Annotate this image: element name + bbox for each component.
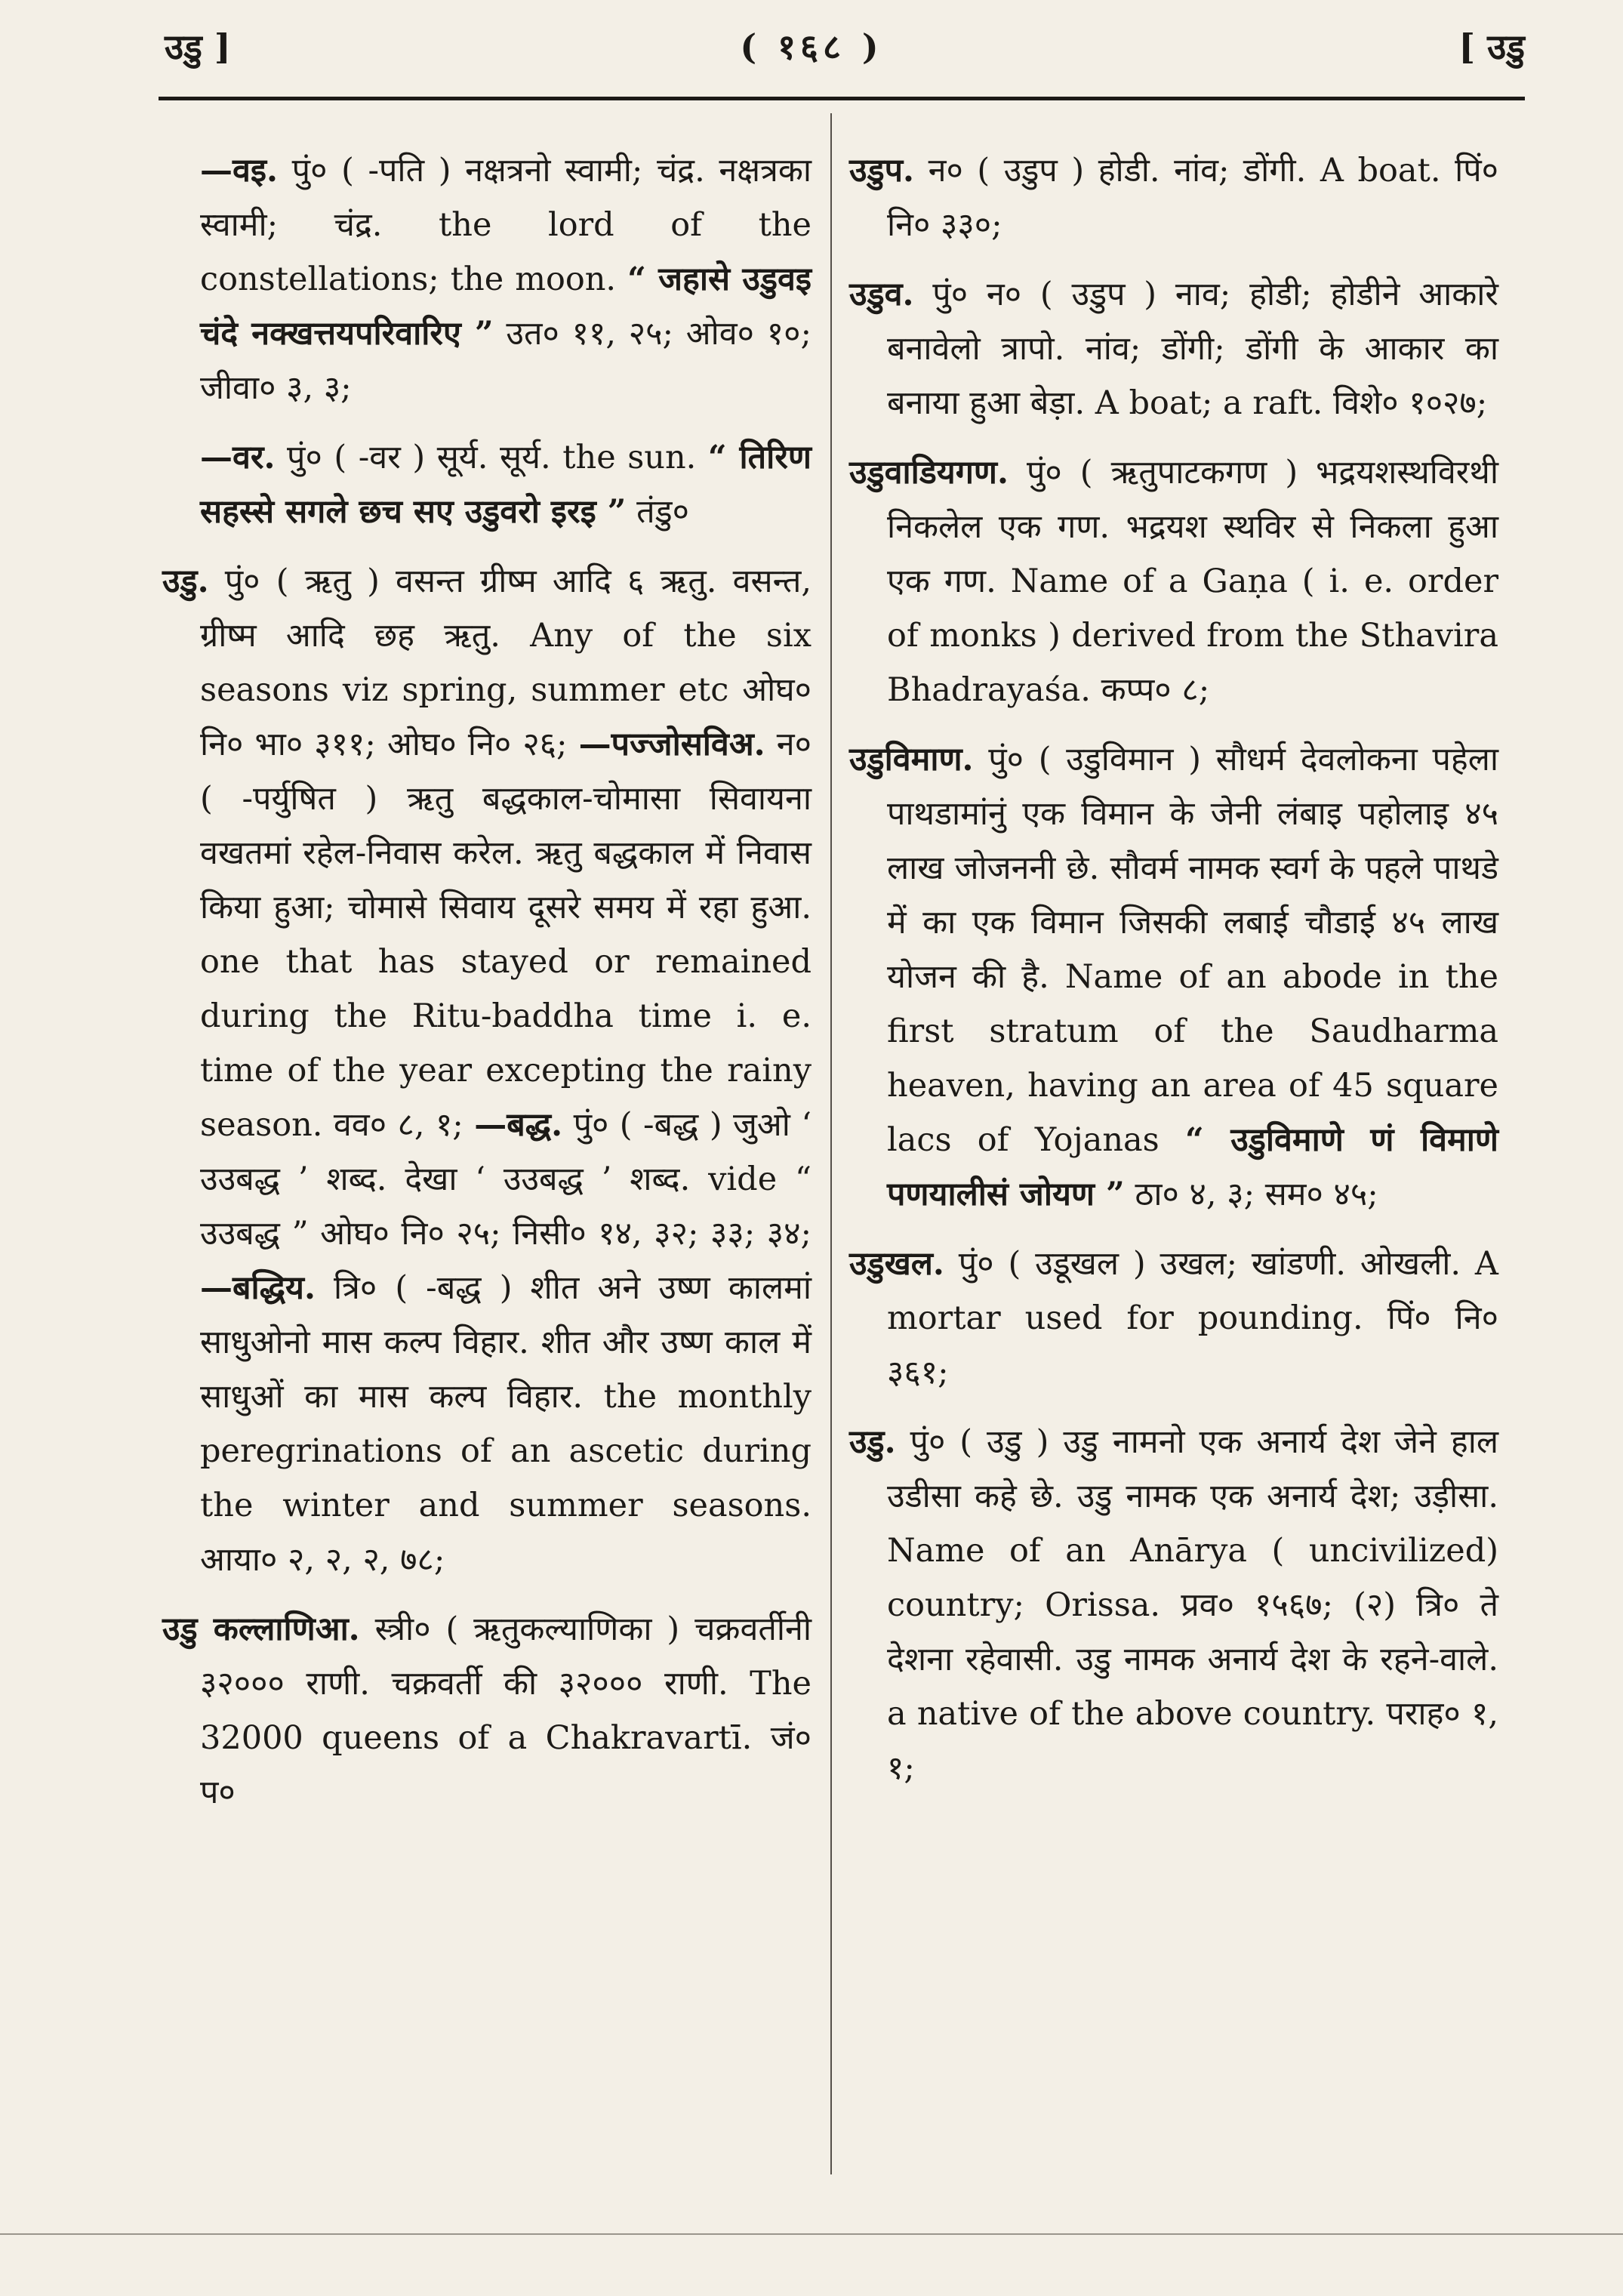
headword: उडु. <box>162 562 209 600</box>
footer-rule <box>0 2233 1623 2235</box>
running-head-right: [ उडु <box>1458 26 1525 67</box>
header-rule <box>159 97 1525 100</box>
entry-text: पुं० ( ऋतु ) वसन्त ग्रीष्म आदि ६ ऋतु. वसन्त, ग्रीष्म आदि छह ऋतु. Any of the six seasons viz spring, summer etc ओघ० नि० भा० ३११; ओघ० नि० २६; <box>200 562 812 763</box>
entry-text: पुं० ( उडुविमान ) सौधर्म देवलोकना पहेला पाथडामांनुं एक विमान के जेनी लंबाइ पहोलाइ ४५ लाख जोजननी छे. सौवर्म नामक स्वर्ग के पहले पाथडे में का एक विमान जिसकी लबाई चौडाई ४५ लाख योजन की है. Name of an abode in the first stratum of the Saudharma heaven, having an area of 45 square lacs of Yojanas <box>887 741 1499 1159</box>
headword: उडु कल्लाणिआ. <box>162 1610 360 1648</box>
sub-headword: —पज्जोसविअ. <box>578 726 765 763</box>
headword: उडु. <box>849 1423 896 1461</box>
entry-reference: उत० ११, २५; ओव० १०; जीवा० ३, ३; <box>200 315 812 407</box>
sub-headword: —बद्ध. <box>474 1106 563 1144</box>
sub-headword: —वर. <box>200 439 276 476</box>
entry-text: पुं० न० ( उडुप ) नाव; होडी; होडीने आकारे बनावेलो त्रापो. नांव; डोंगी; डोंगी के आकार का बनाया हुआ बेड़ा. A boat; a raft. विशे० १०२७; <box>887 276 1499 422</box>
entry-reference: तंडु० <box>636 493 689 531</box>
dictionary-entry <box>162 143 812 415</box>
dictionary-entry <box>162 1602 812 1820</box>
entry-text: न० ( -पर्युषित ) ऋतु बद्धकाल-चोमासा सिवायना वखतमां रहेल-निवास करेल. ऋतु बद्धकाल में निवास किया हुआ; चोमासे सिवाय दूसरे समय में रहा हुआ. one that has stayed or remained during the Ritu-baddha time i. e. time of the year excepting the rainy season. वव० ८, १; <box>200 726 812 1144</box>
entry-quote: “ तिरिण सहस्से सगले छच सए उडुवरो इरइ ” <box>200 439 812 531</box>
entry-text: पुं० ( ऋतुपाटकगण ) भद्रयशस्थविरथी निकलेल एक गण. भद्रयश स्थविर से निकला हुआ एक गण. Name of a Gaṇa ( i. e. order of monks ) derived from the Sthavira Bhadrayaśa. कप्प० ८; <box>887 454 1498 709</box>
headword: उडुखल. <box>849 1245 944 1283</box>
dictionary-entry <box>849 445 1498 717</box>
running-head-left: उडु ] <box>165 26 231 67</box>
dictionary-entry <box>849 143 1498 252</box>
entry-text: पुं० ( उडूखल ) उखल; खांडणी. ओखली. A mortar used for pounding. पिं० नि० ३६१; <box>887 1245 1498 1391</box>
dictionary-entry <box>162 554 812 1587</box>
dictionary-entry <box>162 430 812 539</box>
entry-text: न० ( उडुप ) होडी. नांव; डोंगी. A boat. पिं० नि० ३३०; <box>887 152 1499 244</box>
entry-text: स्त्री० ( ऋतुकल्याणिका ) चक्रवर्तीनी ३२००० राणी. चक्रवर्ती की ३२००० राणी. The 32000 queens of a Chakravartī. जं० प० <box>200 1610 812 1811</box>
entry-quote: “ जहासे उडुवइ चंदे नक्खत्तयपरिवारिए ” <box>200 260 812 353</box>
entry-quote: “ उडुविमाणे णं विमाणे पणयालीसं जोयण ” <box>887 1121 1498 1213</box>
left-column <box>162 143 812 1835</box>
dictionary-entry <box>849 1415 1498 1795</box>
dictionary-entry <box>849 267 1498 430</box>
entry-text: पुं० ( -वर ) सूर्य. सूर्य. the sun. <box>287 439 697 476</box>
entry-text: पुं० ( -बद्ध ) जुओ ‘ उउबद्ध ’ शब्द. देखा ‘ उउबद्ध ’ शब्द. vide “ उउबद्ध ” ओघ० नि० २५; निसी० १४, ३२; ३३; ३४; <box>200 1106 812 1253</box>
sub-headword: —बद्धिय. <box>200 1269 316 1307</box>
right-column <box>849 143 1498 1811</box>
entry-text: पुं० ( उडु ) उडु नामनो एक अनार्य देश जेने हाल उडीसा कहे छे. उडु नामक एक अनार्य देश; उड़ीसा. Name of an Anārya ( uncivilized) country; Orissa. प्रव० १५६७; (२) त्रि० ते देशना रहेवासी. उडु नामक अनार्य देश के रहने-वाले. a native of the above country. पराह० १, १; <box>887 1423 1498 1787</box>
column-divider <box>830 113 832 2174</box>
dictionary-entry <box>849 1237 1498 1400</box>
headword: उडुविमाण. <box>849 741 974 778</box>
headword: उडुवाडियगण. <box>849 454 1009 492</box>
entry-text: पुं० ( -पति ) नक्षत्रनो स्वामी; चंद्र. नक्षत्रका स्वामी; चंद्र. the lord of the constellations; the moon. <box>200 152 812 298</box>
entry-reference: ठा० ४, ३; सम० ४५; <box>1135 1176 1378 1213</box>
sub-headword: —वइ. <box>200 152 278 190</box>
entry-text: त्रि० ( -बद्ध ) शीत अने उष्ण कालमां साधुओनो मास कल्प विहार. शीत और उष्ण काल में साधुओं का मास कल्प विहार. the monthly peregrinations of an ascetic during the winter and summer seasons. आया० २, २, २, ७८; <box>200 1269 812 1579</box>
dictionary-entry <box>849 732 1498 1222</box>
headword: उडुव. <box>849 276 914 313</box>
headword: उडुप. <box>849 152 914 190</box>
page-number: ( १६८ ) <box>740 26 883 67</box>
